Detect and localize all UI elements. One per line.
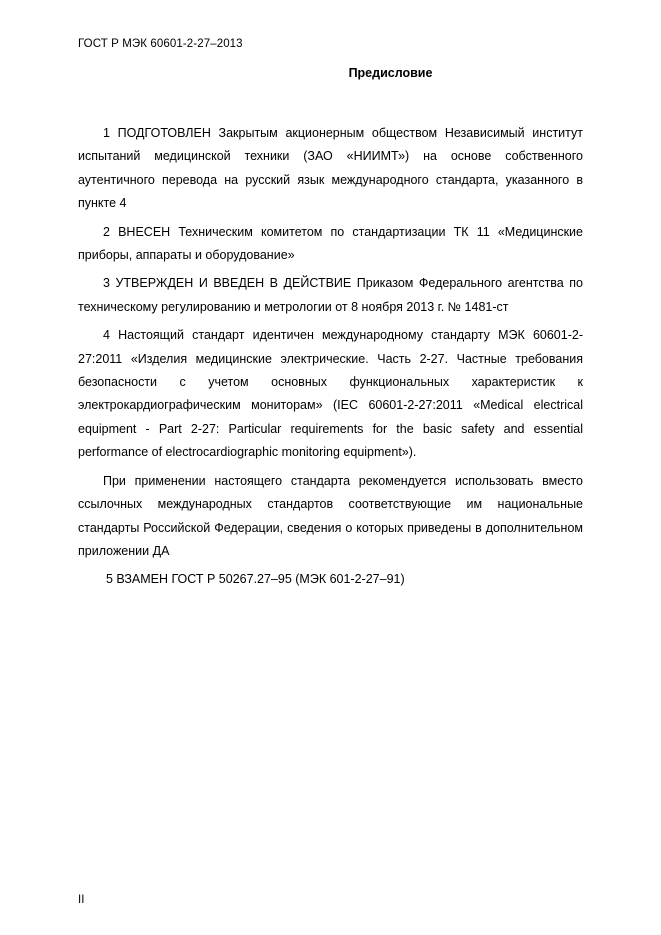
document-header-standard-code: ГОСТ Р МЭК 60601-2-27–2013 bbox=[78, 38, 243, 50]
foreword-paragraph-prepared-by: 1 ПОДГОТОВЛЕН Закрытым акционерным обществом Независимый институт испытаний медицинской техники (ЗАО «НИИМТ») на основе собственного аутентичного перевода на русский язык международного стандарта, указанного в пункте 4 bbox=[78, 126, 583, 211]
foreword-paragraph-replaces: 5 ВЗАМЕН ГОСТ Р 50267.27–95 (МЭК 601-2-27–91) bbox=[106, 572, 405, 587]
page-title: Предисловие bbox=[348, 66, 433, 80]
foreword-paragraph-identical-standard: 4 Настоящий стандарт идентичен международному стандарту МЭК 60601-2-27:2011 «Изделия медицинские электрические. Часть 2-27. Частные требования безопасности с учетом основных функциональных характеристик к электрокардиографическим мониторам» (IEC 60601-2-27:2011 «Medical electrical equipment - Part 2-27: Particular requirements for the basic safety and essential performance of electrocardiographic monitoring equipment»). bbox=[78, 328, 583, 460]
foreword-paragraph-references-note: При применении настоящего стандарта рекомендуется использовать вместо ссылочных международных стандартов соответствующие им национальные стандарты Российской Федерации, сведения о которых приведены в дополнительном приложении ДА bbox=[78, 473, 583, 558]
foreword-body bbox=[78, 122, 583, 597]
page-number: II bbox=[78, 894, 85, 906]
foreword-paragraph-introduced-by: 2 ВНЕСЕН Техническим комитетом по стандартизации ТК 11 «Медицинские приборы, аппараты и оборудование» bbox=[78, 224, 583, 263]
foreword-paragraph-approved: 3 УТВЕРЖДЕН И ВВЕДЕН В ДЕЙСТВИЕ Приказом Федерального агентства по техническому регулированию и метрологии от 8 ноября 2013 г. № 1481-ст bbox=[78, 276, 583, 314]
